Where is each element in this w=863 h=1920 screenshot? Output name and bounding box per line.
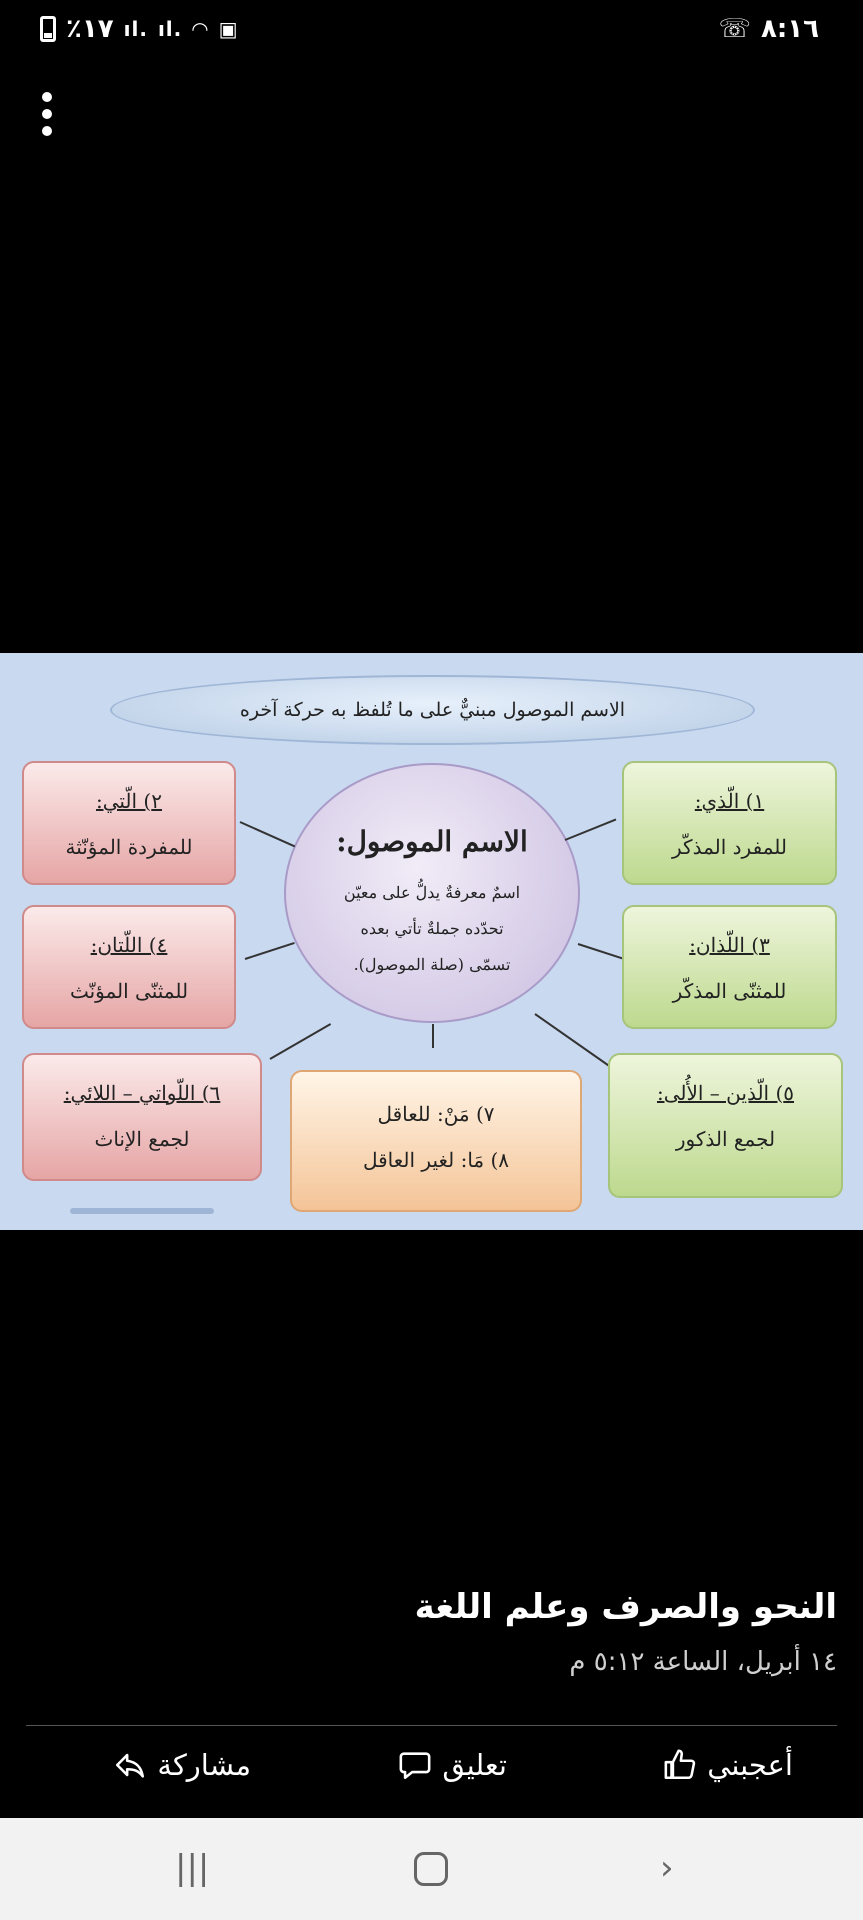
box-allatan [22,905,236,1029]
arrow [534,1013,609,1066]
post-info [137,1587,837,1677]
box-head: ٤) اللّتان: [90,933,168,957]
diagram-center [284,763,580,1023]
like-label: أعجبني [707,1748,793,1782]
call-icon: ☏ [718,14,751,44]
box-head: ٣) اللّذان: [689,933,770,957]
box-desc: للمثنّى المؤنّث [69,979,189,1003]
box-allawati [22,1053,262,1181]
comment-button[interactable] [398,1748,507,1782]
box-allati [22,761,236,885]
post-time: ١٤ أبريل، الساعة ٥:١٢ م [569,1647,837,1677]
post-title[interactable]: النحو والصرف وعلم اللغة [414,1587,837,1627]
thumbs-up-icon [663,1748,697,1782]
divider [26,1725,837,1726]
box-man-ma [290,1070,582,1212]
box-head: ٢) الّتي: [95,789,162,813]
more-options-icon[interactable] [42,92,62,142]
box-alladhan [622,905,837,1029]
box-desc: للمثنّى المذكّر [672,979,787,1003]
recent-apps-icon[interactable]: ||| [175,1848,210,1888]
center-line-3: تسمّى (صلة الموصول). [353,955,511,974]
box-head: ٦) اللّواتي – اللائي: [63,1081,221,1105]
box-desc: لجمع الذكور [675,1127,776,1151]
comment-label: تعليق [442,1748,507,1782]
share-label: مشاركة [157,1748,251,1782]
comment-icon [398,1748,432,1782]
box-head: ٥) الّذين – الأُلى: [656,1081,795,1105]
share-icon [113,1748,147,1782]
box-alladhina [608,1053,843,1198]
arrow [578,943,626,960]
arrow [270,1023,332,1060]
notification-icon: ▣ [218,17,239,41]
battery-level: ٪١٧ [66,14,114,44]
box-head: ١) الّذي: [694,789,765,813]
back-icon[interactable]: › [660,1848,674,1888]
center-title: الاسم الموصول: [336,825,528,858]
box-desc: ٨) مَا: لغير العاقل [362,1148,510,1172]
battery-icon [40,16,56,42]
box-desc: لجمع الإناث [94,1127,190,1151]
share-button[interactable] [113,1748,251,1782]
center-line-1: اسمٌ معرفةٌ يدلُّ على معيّن [343,883,521,902]
navigation-bar [0,1818,863,1920]
like-button[interactable] [663,1748,793,1782]
diagram-banner: الاسم الموصول مبنيٌّ على ما تُلفظ به حركة آخره [110,675,755,745]
box-alladhi [622,761,837,885]
box-desc: للمفرد المذكّر [672,835,787,859]
post-image[interactable] [0,653,863,1230]
post-actions [0,1748,863,1818]
home-icon[interactable] [414,1852,448,1886]
box-desc: للمفردة المؤنّثة [65,835,193,859]
signal-icon: ıl. [123,17,148,41]
signal-icon-2: ıl. [157,17,183,41]
arrow [432,1024,434,1048]
wifi-icon: ◠ [192,17,209,41]
divider [70,1208,214,1214]
clock: ٨:١٦ [760,14,819,44]
center-line-2: تحدّده جملةٌ تأتي بعده [360,919,504,938]
box-head: ٧) مَنْ: للعاقل [377,1102,495,1126]
status-bar [0,0,863,62]
